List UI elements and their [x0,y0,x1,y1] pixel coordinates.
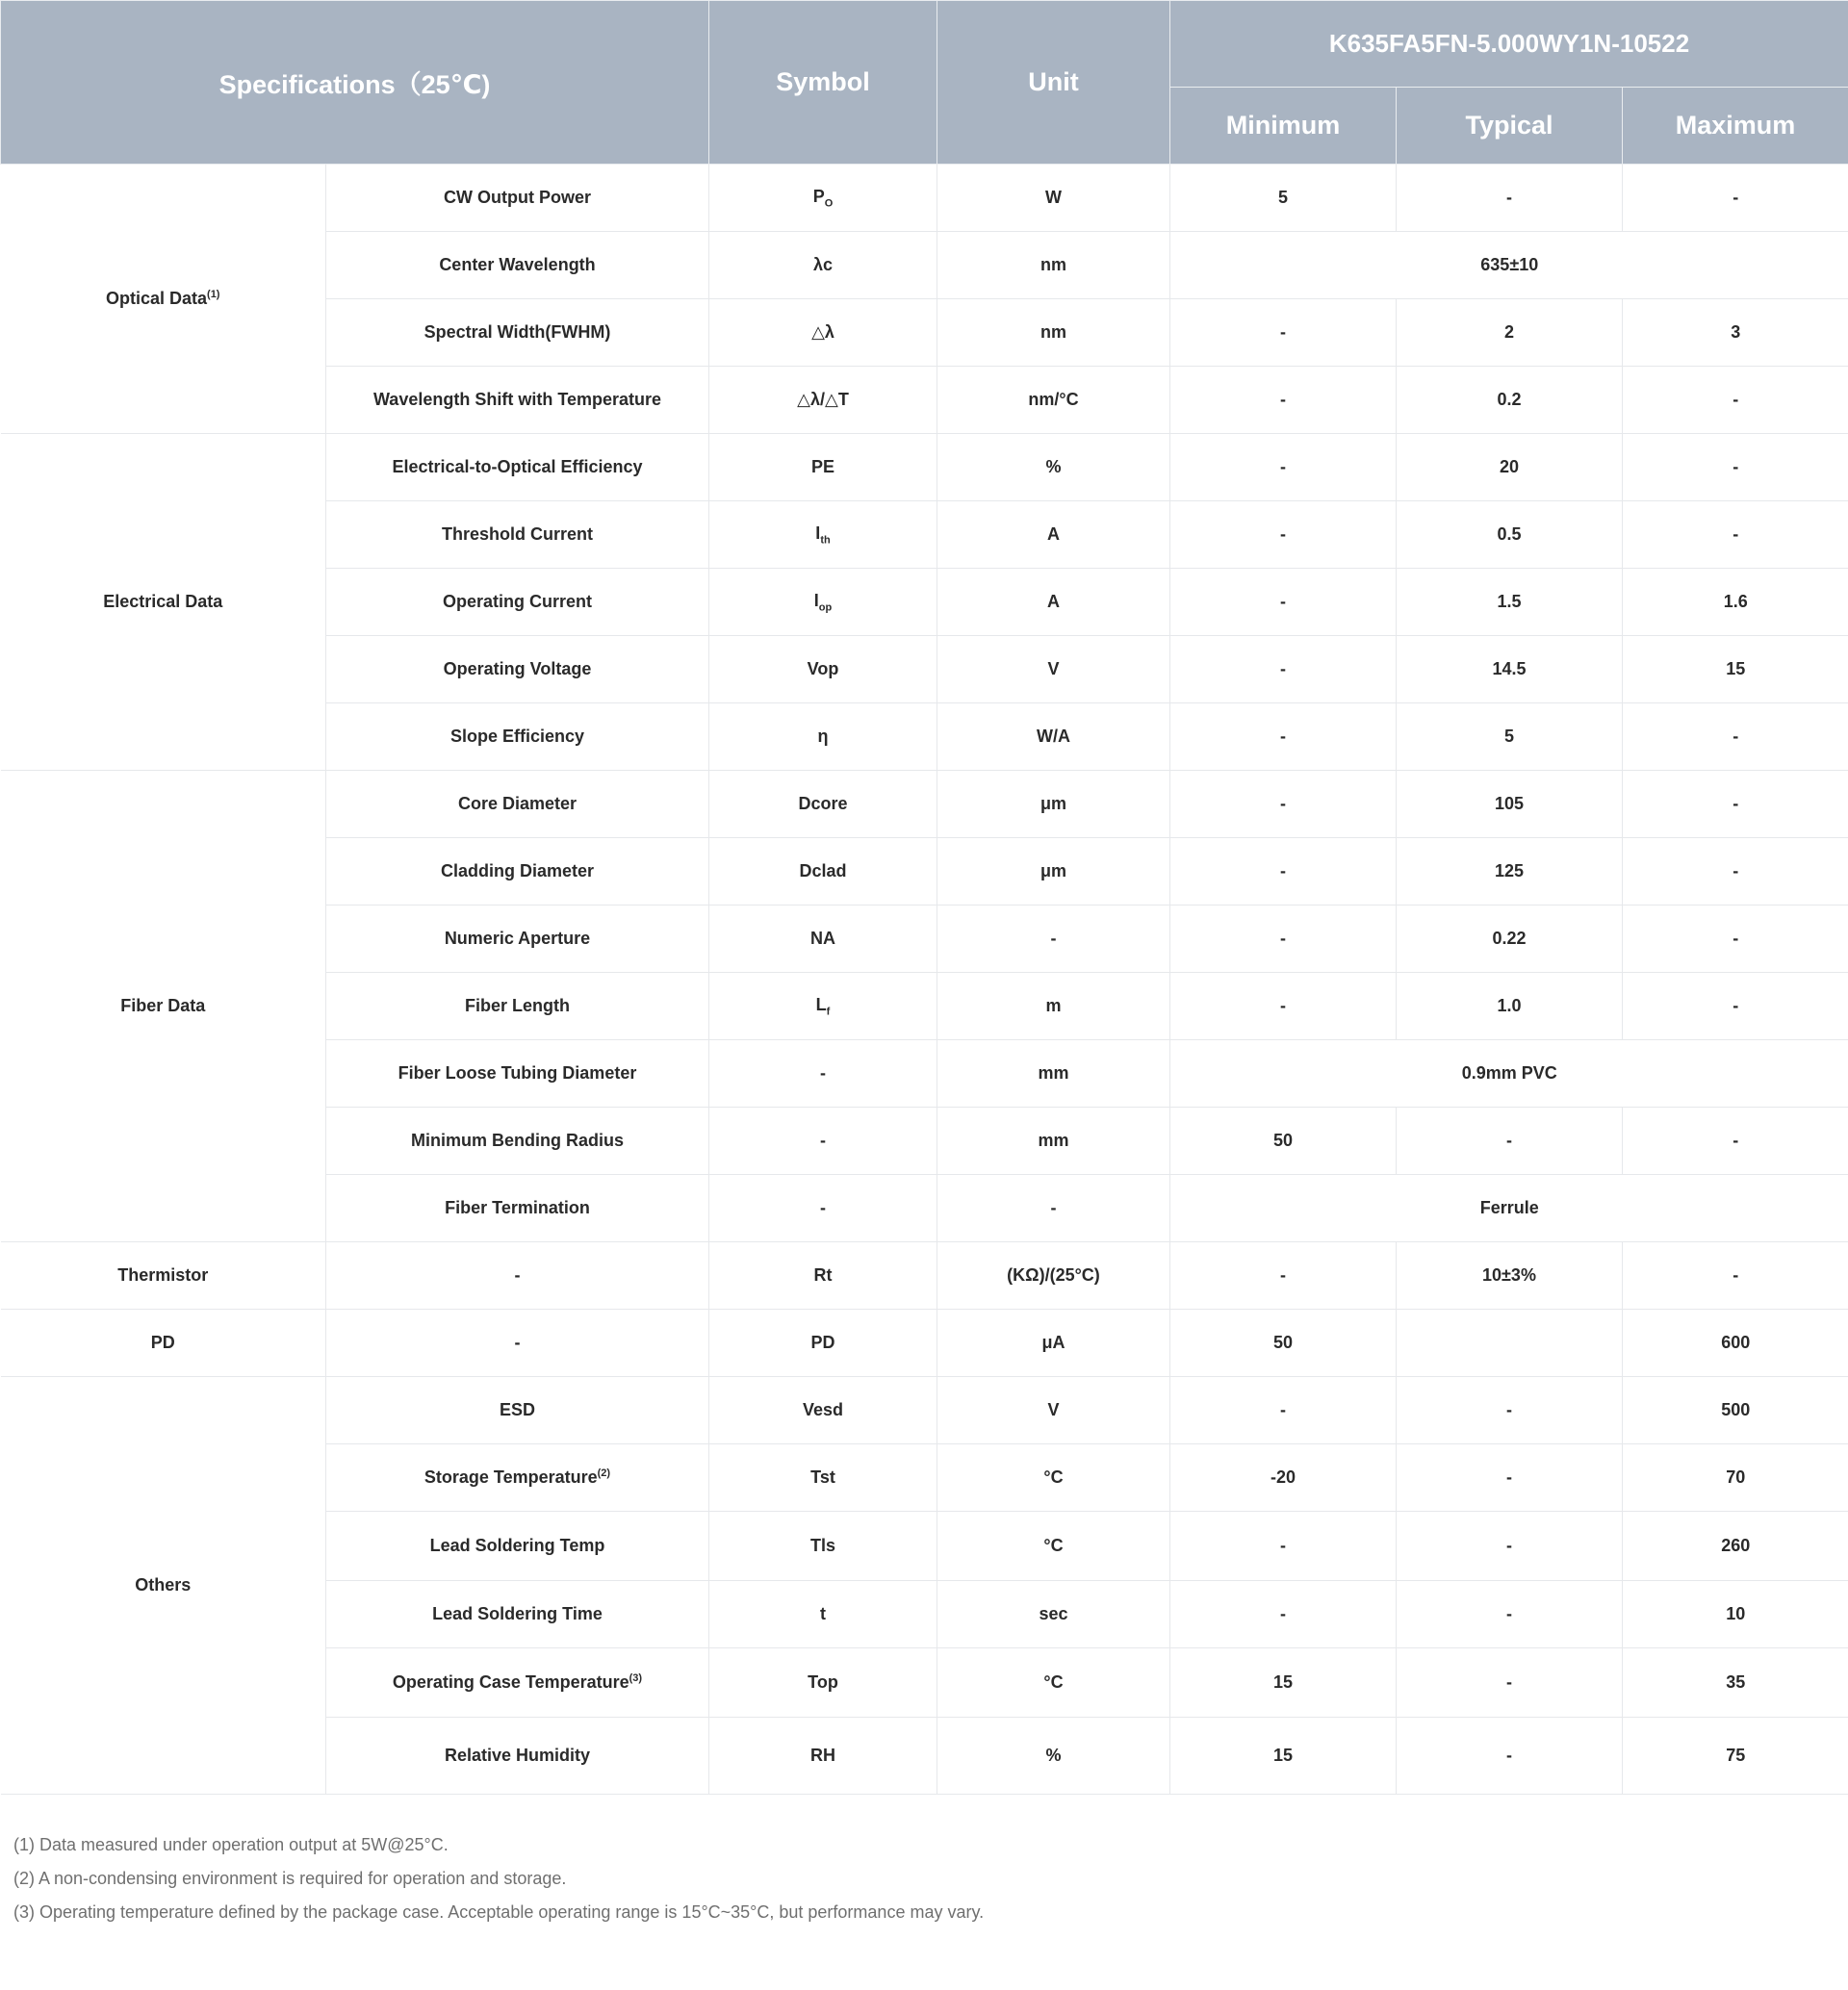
parameter-note: (3) [629,1672,643,1684]
parameter-cell [326,703,709,771]
parameter-cell [326,1242,709,1310]
typical-cell: - [1397,1648,1623,1718]
symbol-cell [709,1512,937,1581]
parameter-cell [326,906,709,973]
parameter-cell [326,1175,709,1242]
parameter-label: Operating Current [442,592,592,611]
typical-cell: 1.0 [1397,973,1623,1040]
header-unit: Unit [937,1,1170,165]
parameter-label: Numeric Aperture [444,929,591,948]
symbol-cell [709,973,937,1040]
symbol-label: RH [810,1746,835,1765]
parameter-label: Storage Temperature [424,1467,598,1487]
parameter-label: Threshold Current [441,524,593,544]
symbol-label: - [820,1063,826,1083]
typical-cell: - [1397,1718,1623,1795]
typical-cell: 105 [1397,771,1623,838]
symbol-label: PD [810,1333,835,1352]
symbol-label: Rt [813,1265,833,1285]
parameter-cell [326,771,709,838]
parameter-cell [326,1040,709,1108]
symbol-cell [709,771,937,838]
symbol-cell [709,636,937,703]
symbol-cell [709,1444,937,1512]
category-label: Others [135,1575,192,1595]
minimum-cell: -20 [1170,1444,1397,1512]
minimum-cell: - [1170,501,1397,569]
table-row [1,434,1848,501]
category-cell [1,165,326,434]
unit-cell: μA [937,1310,1170,1377]
symbol-label: Top [808,1672,838,1692]
maximum-cell: - [1623,906,1848,973]
symbol-subscript: f [826,1006,831,1018]
parameter-cell [326,636,709,703]
symbol-label: △λ [811,322,834,342]
maximum-cell: - [1623,367,1848,434]
maximum-cell: 35 [1623,1648,1848,1718]
unit-cell: A [937,569,1170,636]
unit-cell: W/A [937,703,1170,771]
unit-cell: V [937,1377,1170,1444]
symbol-cell [709,1377,937,1444]
minimum-cell: - [1170,569,1397,636]
unit-cell: mm [937,1040,1170,1108]
typical-cell: - [1397,165,1623,232]
maximum-cell: 70 [1623,1444,1848,1512]
minimum-cell: 50 [1170,1108,1397,1175]
minimum-cell: 15 [1170,1648,1397,1718]
table-row [1,1310,1848,1377]
symbol-cell [709,906,937,973]
parameter-cell [326,1108,709,1175]
header-specifications: Specifications（25℃) [1,1,709,165]
symbol-subscript: th [820,534,831,547]
typical-cell: - [1397,1581,1623,1648]
symbol-label: Dclad [799,861,847,880]
symbol-cell [709,232,937,299]
maximum-cell: 15 [1623,636,1848,703]
parameter-cell [326,367,709,434]
unit-cell: (KΩ)/(25°C) [937,1242,1170,1310]
minimum-cell: - [1170,973,1397,1040]
minimum-cell: - [1170,906,1397,973]
parameter-cell [326,569,709,636]
symbol-subscript: op [818,601,833,614]
symbol-label: Dcore [798,794,848,813]
symbol-label: PE [810,457,834,476]
maximum-cell: 1.6 [1623,569,1848,636]
category-label: Fiber Data [120,996,206,1015]
maximum-cell: - [1623,703,1848,771]
category-cell [1,434,326,771]
parameter-label: - [514,1333,521,1352]
symbol-label: NA [810,929,835,948]
typical-cell: 0.2 [1397,367,1623,434]
minimum-cell: - [1170,703,1397,771]
parameter-label: Lead Soldering Time [432,1604,603,1623]
parameter-cell [326,1310,709,1377]
parameter-cell [326,1444,709,1512]
symbol-cell [709,1242,937,1310]
minimum-cell: - [1170,1581,1397,1648]
maximum-cell: - [1623,973,1848,1040]
symbol-label: η [817,727,829,746]
minimum-cell: - [1170,636,1397,703]
typical-cell: 1.5 [1397,569,1623,636]
category-label: Optical Data [106,289,208,308]
table-row [1,1377,1848,1444]
parameter-label: Fiber Length [465,996,570,1015]
parameter-label: Slope Efficiency [449,727,585,746]
header-symbol: Symbol [709,1,937,165]
unit-cell: °C [937,1444,1170,1512]
unit-cell: % [937,434,1170,501]
parameter-cell [326,1512,709,1581]
typical-cell: 10±3% [1397,1242,1623,1310]
typical-cell: 14.5 [1397,636,1623,703]
maximum-cell: 500 [1623,1377,1848,1444]
typical-cell: - [1397,1512,1623,1581]
category-cell [1,771,326,1242]
minimum-cell: - [1170,434,1397,501]
symbol-cell [709,1310,937,1377]
unit-cell: W [937,165,1170,232]
unit-cell: °C [937,1648,1170,1718]
parameter-cell [326,501,709,569]
typical-cell: - [1397,1444,1623,1512]
symbol-cell [709,501,937,569]
unit-cell: sec [937,1581,1170,1648]
symbol-label: P [812,186,825,206]
symbol-cell [709,1040,937,1108]
typical-cell: 2 [1397,299,1623,367]
typical-cell: - [1397,1108,1623,1175]
parameter-label: Minimum Bending Radius [410,1131,624,1150]
symbol-cell [709,1581,937,1648]
unit-cell: V [937,636,1170,703]
merged-value-cell: Ferrule [1170,1175,1848,1242]
parameter-cell [326,1581,709,1648]
merged-value-cell: 635±10 [1170,232,1848,299]
parameter-cell [326,232,709,299]
footnote-3: (3) Operating temperature defined by the package case. Acceptable operating range is 15°C~35°C, but performance may vary. [13,1902,985,1922]
category-cell [1,1310,326,1377]
category-cell [1,1377,326,1795]
unit-cell: - [937,906,1170,973]
parameter-cell [326,434,709,501]
unit-cell: °C [937,1512,1170,1581]
maximum-cell: 600 [1623,1310,1848,1377]
symbol-cell [709,434,937,501]
category-note: (1) [207,289,220,300]
symbol-label: Vop [807,659,839,678]
maximum-cell: - [1623,1108,1848,1175]
typical-cell: 0.22 [1397,906,1623,973]
parameter-cell [326,299,709,367]
category-label: PD [150,1333,175,1352]
maximum-cell: 10 [1623,1581,1848,1648]
parameter-label: Fiber Termination [445,1198,590,1217]
typical-cell: 20 [1397,434,1623,501]
minimum-cell: 5 [1170,165,1397,232]
unit-cell: - [937,1175,1170,1242]
minimum-cell: - [1170,771,1397,838]
maximum-cell: - [1623,1242,1848,1310]
symbol-label: L [815,994,827,1014]
unit-cell: μm [937,838,1170,906]
parameter-label: Core Diameter [457,794,578,813]
symbol-cell [709,703,937,771]
parameter-label: Cladding Diameter [440,861,595,880]
parameter-label: Spectral Width(FWHM) [424,322,611,342]
parameter-label: Operating Case Temperature [392,1672,629,1692]
parameter-cell [326,973,709,1040]
symbol-subscript: O [824,197,834,210]
typical-cell [1397,1310,1623,1377]
symbol-cell [709,838,937,906]
maximum-cell: - [1623,165,1848,232]
symbol-label: Vesd [802,1400,844,1419]
parameter-note: (2) [597,1467,611,1479]
symbol-cell [709,569,937,636]
symbol-cell [709,1108,937,1175]
parameter-cell [326,1377,709,1444]
unit-cell: m [937,973,1170,1040]
symbol-cell [709,1718,937,1795]
parameter-cell [326,165,709,232]
parameter-label: CW Output Power [444,188,591,207]
symbol-cell [709,367,937,434]
parameter-label: ESD [499,1400,535,1419]
maximum-cell: 75 [1623,1718,1848,1795]
symbol-cell [709,1175,937,1242]
minimum-cell: 50 [1170,1310,1397,1377]
maximum-cell: - [1623,501,1848,569]
category-label: Electrical Data [103,592,223,611]
symbol-cell [709,1648,937,1718]
symbol-label: Tst [810,1467,835,1487]
merged-value-cell: 0.9mm PVC [1170,1040,1848,1108]
maximum-cell: - [1623,434,1848,501]
maximum-cell: - [1623,771,1848,838]
parameter-label: - [514,1265,521,1285]
header-model-number: K635FA5FN-5.000WY1N-10522 [1170,1,1848,88]
header-minimum: Minimum [1170,88,1397,165]
minimum-cell: - [1170,299,1397,367]
minimum-cell: - [1170,1242,1397,1310]
minimum-cell: 15 [1170,1718,1397,1795]
unit-cell: μm [937,771,1170,838]
category-label: Thermistor [117,1265,209,1285]
parameter-label: Relative Humidity [444,1746,591,1765]
symbol-label: t [820,1604,826,1623]
maximum-cell: 3 [1623,299,1848,367]
parameter-label: Operating Voltage [443,659,592,678]
symbol-label: λc [812,255,834,274]
table-row [1,1242,1848,1310]
symbol-label: - [820,1198,826,1217]
unit-cell: nm [937,299,1170,367]
spec-table-body [1,165,1848,1795]
minimum-cell: - [1170,1512,1397,1581]
typical-cell: 5 [1397,703,1623,771]
header-maximum: Maximum [1623,88,1848,165]
unit-cell: nm [937,232,1170,299]
typical-cell: - [1397,1377,1623,1444]
symbol-label: Tls [809,1536,835,1555]
unit-cell: mm [937,1108,1170,1175]
symbol-cell [709,299,937,367]
symbol-label: I [813,590,819,610]
symbol-label: - [820,1131,826,1150]
parameter-label: Fiber Loose Tubing Diameter [398,1063,637,1083]
unit-cell: A [937,501,1170,569]
category-cell [1,1242,326,1310]
parameter-label: Lead Soldering Temp [429,1536,605,1555]
unit-cell: nm/°C [937,367,1170,434]
symbol-label: I [815,523,821,543]
typical-cell: 125 [1397,838,1623,906]
maximum-cell: - [1623,838,1848,906]
parameter-label: Wavelength Shift with Temperature [372,390,662,409]
symbol-cell [709,165,937,232]
footnote-2: (2) A non-condensing environment is required for operation and storage. [13,1869,567,1888]
unit-cell: % [937,1718,1170,1795]
minimum-cell: - [1170,367,1397,434]
header-typical: Typical [1397,88,1623,165]
minimum-cell: - [1170,838,1397,906]
symbol-label: △λ/△T [797,390,849,409]
typical-cell: 0.5 [1397,501,1623,569]
table-row [1,771,1848,838]
parameter-label: Electrical-to-Optical Efficiency [392,457,643,476]
minimum-cell: - [1170,1377,1397,1444]
parameter-cell [326,838,709,906]
parameter-cell [326,1648,709,1718]
maximum-cell: 260 [1623,1512,1848,1581]
table-row [1,165,1848,232]
parameter-cell [326,1718,709,1795]
parameter-label: Center Wavelength [439,255,596,274]
footnotes [13,1828,984,1929]
footnote-1: (1) Data measured under operation output at 5W@25°C. [13,1835,449,1854]
